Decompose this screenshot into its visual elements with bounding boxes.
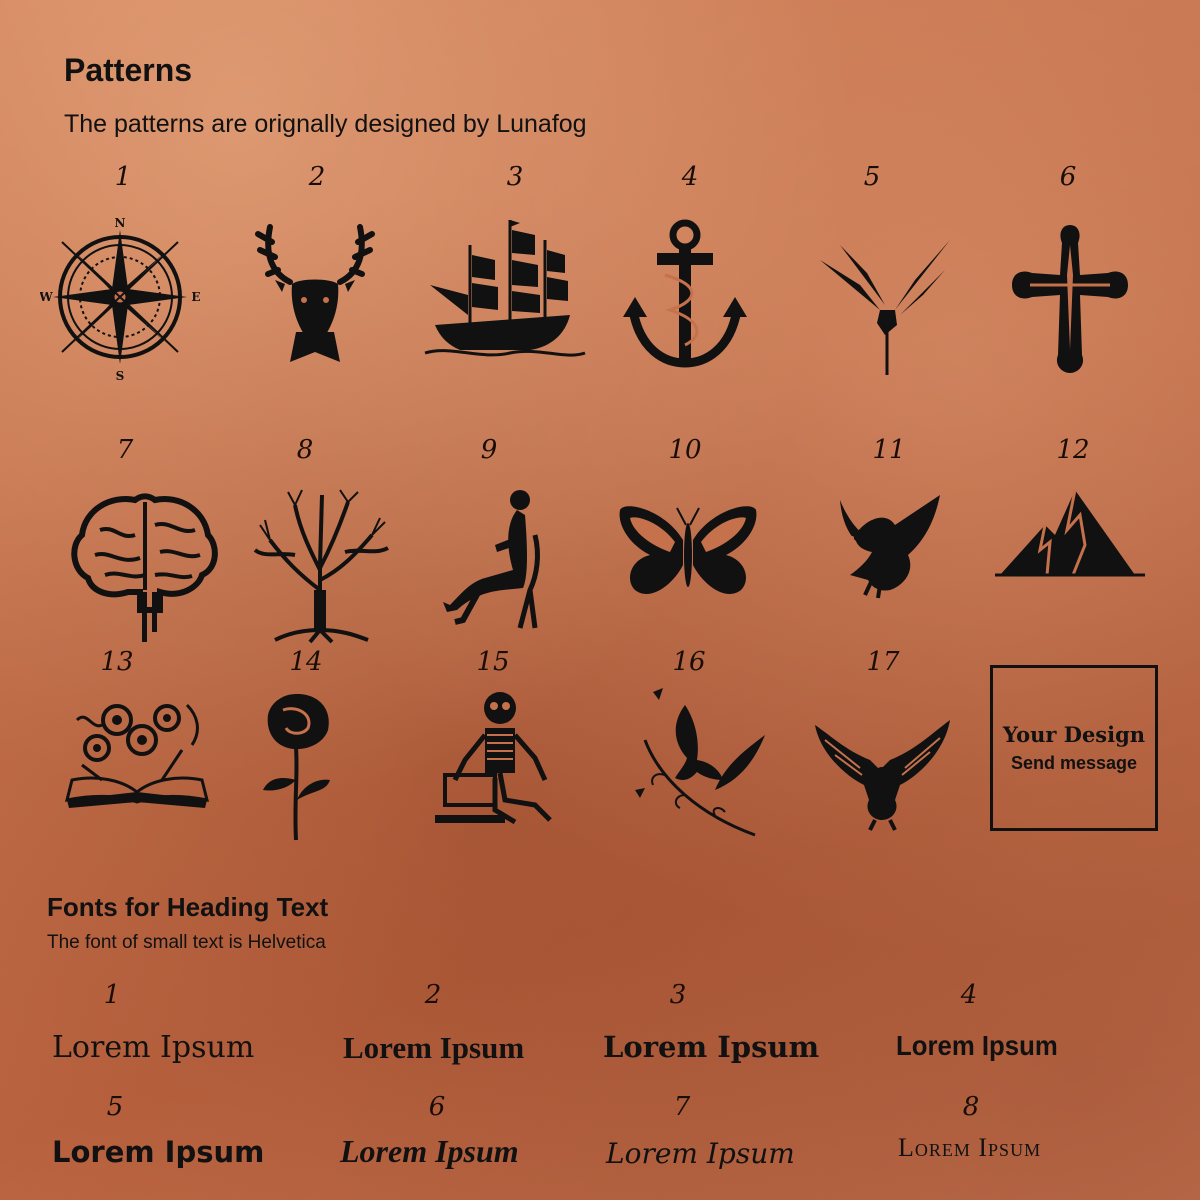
cross-icon[interactable] <box>990 215 1160 385</box>
pattern-number: 12 <box>1056 435 1090 465</box>
send-message-label: Send message <box>1010 753 1138 773</box>
rose-icon[interactable] <box>218 680 388 850</box>
mountain-icon[interactable] <box>985 470 1155 640</box>
pattern-number: 4 <box>681 162 699 192</box>
pattern-number: 10 <box>668 435 702 465</box>
deer-icon[interactable] <box>230 212 400 382</box>
skeleton-reading-icon[interactable] <box>425 680 595 850</box>
pattern-number: 1 <box>114 162 132 192</box>
pattern-number: 7 <box>116 435 134 465</box>
pattern-number: 11 <box>872 435 906 465</box>
font-number: 3 <box>669 980 687 1010</box>
eagle-icon[interactable] <box>810 480 980 650</box>
pattern-number: 17 <box>866 647 900 677</box>
font-sample-6[interactable]: Lorem Ipsum <box>340 1133 519 1169</box>
svg-text:E: E <box>191 290 201 304</box>
fonts-subtitle: The font of small text is Helvetica <box>47 932 326 953</box>
ship-icon[interactable] <box>420 205 590 375</box>
your-design-label: Your Design <box>1002 722 1146 747</box>
font-sample-3[interactable]: Lorem Ipsum <box>603 1030 820 1064</box>
font-number: 6 <box>428 1092 446 1122</box>
reading-woman-icon[interactable] <box>425 480 595 650</box>
font-sample-2[interactable]: Lorem Ipsum <box>343 1030 525 1065</box>
bird-branch-icon[interactable] <box>615 680 785 850</box>
pattern-number: 5 <box>863 162 881 192</box>
pattern-number: 6 <box>1059 162 1077 192</box>
flying-eagle-icon[interactable] <box>800 680 970 850</box>
font-number: 1 <box>103 980 121 1010</box>
font-number: 8 <box>962 1092 980 1122</box>
font-number: 2 <box>424 980 442 1010</box>
pattern-number: 16 <box>672 647 706 677</box>
font-sample-8[interactable]: Lorem Ipsum <box>898 1133 1042 1162</box>
svg-text:S: S <box>115 369 125 382</box>
font-sample-7[interactable]: Lorem Ipsum <box>606 1137 795 1170</box>
font-number: 7 <box>673 1092 691 1122</box>
pattern-number: 8 <box>296 435 314 465</box>
patterns-title: Patterns <box>64 52 193 88</box>
book-flowers-icon[interactable] <box>57 680 227 850</box>
compass-icon[interactable] <box>40 212 210 382</box>
pattern-number: 13 <box>100 647 134 677</box>
patterns-subtitle: The patterns are orignally designed by Lunafog <box>64 110 587 138</box>
pattern-number: 9 <box>480 435 498 465</box>
font-number: 4 <box>960 980 978 1010</box>
brain-icon[interactable] <box>60 480 230 650</box>
butterfly-icon[interactable] <box>605 480 775 650</box>
svg-text:N: N <box>114 216 126 230</box>
font-sample-1[interactable]: Lorem Ipsum <box>52 1030 255 1065</box>
origami-bird-icon[interactable] <box>805 215 975 385</box>
pattern-number: 15 <box>476 647 510 677</box>
font-number: 5 <box>106 1092 124 1122</box>
your-design-box[interactable] <box>990 665 1158 831</box>
pattern-number: 14 <box>289 647 323 677</box>
tree-icon[interactable] <box>240 480 410 650</box>
fonts-title: Fonts for Heading Text <box>47 892 329 922</box>
anchor-icon[interactable] <box>605 205 775 375</box>
pattern-number: 2 <box>308 162 326 192</box>
pattern-number: 3 <box>506 162 524 192</box>
font-sample-4[interactable]: Lorem Ipsum <box>896 1030 1058 1061</box>
font-sample-5[interactable]: Lorem Ipsum <box>52 1135 265 1169</box>
svg-text:W: W <box>40 290 53 304</box>
